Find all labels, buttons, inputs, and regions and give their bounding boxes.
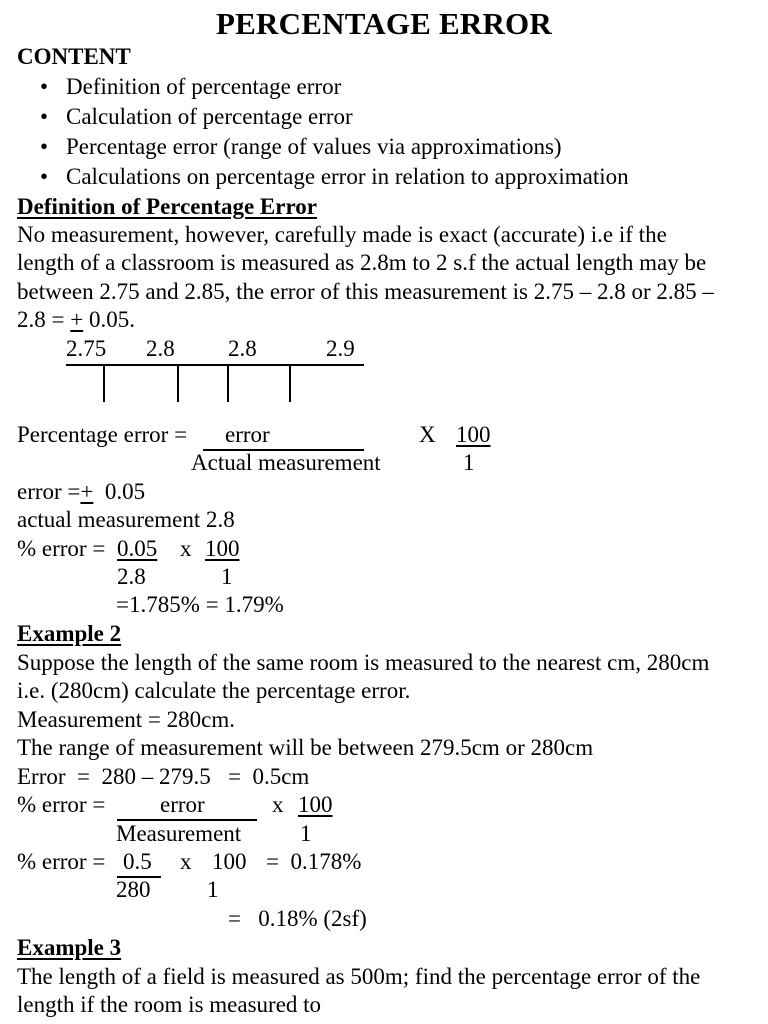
content-heading: CONTENT bbox=[17, 44, 131, 69]
ex2-formula-denominator: Measurement bbox=[116, 821, 242, 846]
calc-lhs: % error = bbox=[17, 536, 106, 561]
bullet-icon: • bbox=[40, 134, 49, 159]
ex2-calc-den2: 1 bbox=[207, 877, 219, 902]
error-line: error =+ 0.05 bbox=[17, 479, 146, 504]
bullet-icon: • bbox=[40, 74, 49, 99]
example2-line: Suppose the length of the same room is measured to the nearest cm, 280cm bbox=[17, 650, 710, 675]
definition-line: 2.8 = + 0.05. bbox=[17, 307, 135, 332]
formula-times: X bbox=[419, 422, 436, 447]
formula-den2: 1 bbox=[463, 450, 475, 475]
example2-line: Measurement = 280cm. bbox=[17, 707, 235, 732]
example2-heading: Example 2 bbox=[17, 621, 122, 646]
content-bullet: • Calculations on percentage error in relation to approximation bbox=[40, 164, 629, 189]
actual-line: actual measurement 2.8 bbox=[17, 507, 235, 532]
ex2-calc-eq: = 0.178% bbox=[266, 849, 362, 874]
definition-line: between 2.75 and 2.85, the error of this measurement is 2.75 – 2.8 or 2.85 – bbox=[17, 279, 714, 304]
definition-heading: Definition of Percentage Error bbox=[17, 194, 317, 219]
calc-num2: 100 bbox=[205, 536, 240, 561]
ex2-calc-denominator: 280 bbox=[116, 877, 151, 902]
ex2-formula-lhs: % error = bbox=[17, 792, 106, 817]
number-line-label: 2.75 bbox=[66, 336, 107, 361]
ex2-formula-num2: 100 bbox=[298, 792, 333, 817]
example3-heading: Example 3 bbox=[17, 935, 122, 960]
number-line-label: 2.8 bbox=[228, 336, 257, 361]
content-bullet: • Calculation of percentage error bbox=[40, 104, 353, 129]
number-line-tick bbox=[177, 365, 179, 402]
bullet-icon: • bbox=[40, 104, 49, 129]
definition-line: No measurement, however, carefully made is exact (accurate) i.e if the bbox=[17, 222, 667, 247]
formula-lhs: Percentage error = bbox=[17, 422, 188, 447]
ex2-formula-times: x bbox=[272, 792, 284, 817]
formula-denominator: Actual measurement bbox=[191, 450, 381, 475]
ex2-calc-times: x bbox=[180, 849, 192, 874]
number-line-tick bbox=[227, 365, 229, 402]
number-line-tick bbox=[103, 365, 105, 402]
calc-den2: 1 bbox=[221, 564, 233, 589]
ex2-calc-numerator: 0.5 bbox=[123, 849, 152, 874]
ex2-formula-numerator: error bbox=[160, 792, 205, 817]
example2-line: Error = 280 – 279.5 = 0.5cm bbox=[17, 764, 310, 789]
formula-numerator: error bbox=[225, 422, 270, 447]
number-line-label: 2.9 bbox=[326, 336, 355, 361]
content-bullet: • Definition of percentage error bbox=[40, 74, 342, 99]
ex2-calc-num2: 100 bbox=[212, 849, 247, 874]
number-line-axis bbox=[66, 364, 364, 366]
calc-times: x bbox=[180, 536, 192, 561]
calc-result: =1.785% = 1.79% bbox=[116, 592, 284, 617]
example2-line: The range of measurement will be between 279.5cm or 280cm bbox=[17, 735, 594, 760]
example2-line: i.e. (280cm) calculate the percentage error. bbox=[17, 678, 411, 703]
page-title: PERCENTAGE ERROR bbox=[216, 6, 552, 41]
ex2-calc-result: = 0.18% (2sf) bbox=[228, 906, 367, 931]
example3-line: length if the room is measured to bbox=[17, 992, 322, 1017]
example3-line: The length of a field is measured as 500m; find the percentage error of the bbox=[17, 964, 701, 989]
number-line-tick bbox=[289, 365, 291, 402]
number-line-label: 2.8 bbox=[146, 336, 175, 361]
calc-numerator: 0.05 bbox=[117, 536, 158, 561]
definition-line: length of a classroom is measured as 2.8m to 2 s.f the actual length may be bbox=[17, 250, 707, 275]
ex2-formula-den2: 1 bbox=[300, 821, 312, 846]
calc-denominator: 2.8 bbox=[117, 564, 146, 589]
bullet-icon: • bbox=[40, 164, 49, 189]
formula-num2: 100 bbox=[456, 422, 491, 447]
ex2-calc-lhs: % error = bbox=[17, 849, 106, 874]
content-bullet: • Percentage error (range of values via approximations) bbox=[40, 134, 562, 159]
